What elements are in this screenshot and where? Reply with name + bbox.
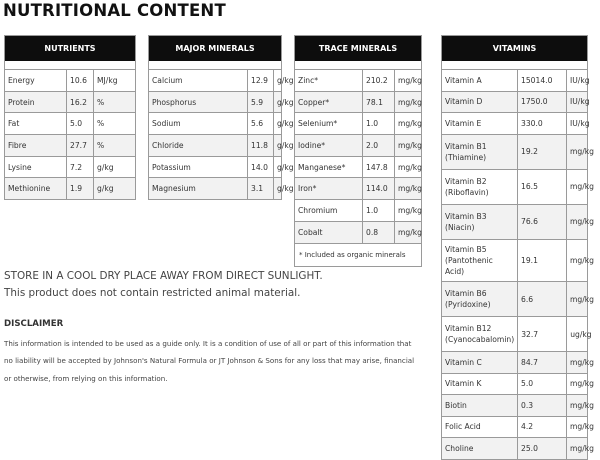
table-row — [149, 92, 294, 114]
cell-value: 6.6 — [518, 282, 567, 316]
cell-unit: mg/kg — [398, 97, 422, 107]
footnote: * Included as organic minerals — [295, 243, 421, 266]
cell-name: Lysine — [5, 157, 67, 178]
table-header: VITAMINS — [442, 36, 587, 61]
cell-name: Chloride — [149, 135, 248, 156]
cell-unit: MJ/kg — [97, 75, 118, 85]
cell-unit: g/kg — [277, 119, 294, 129]
cell-name: Vitamin B1 (Thiamine) — [442, 135, 518, 169]
cell-name: Copper* — [295, 92, 363, 113]
storage-instructions — [4, 268, 323, 302]
table-row — [295, 222, 421, 243]
storage-line-1: STORE IN A COOL DRY PLACE AWAY FROM DIRECT SUNLIGHT. — [4, 270, 323, 282]
cell-value: 1.0 — [363, 113, 395, 134]
cell-unit: % — [97, 140, 105, 150]
cell-name: Calcium — [149, 70, 248, 91]
cell-unit: IU/kg — [570, 118, 590, 128]
cell-name: Chromium — [295, 200, 363, 221]
cell-value: 7.2 — [67, 157, 94, 178]
cell-name: Zinc* — [295, 70, 363, 91]
cell-name: Folic Acid — [442, 417, 518, 438]
table-header: MAJOR MINERALS — [149, 36, 281, 61]
cell-unit: mg/kg — [570, 443, 594, 453]
cell-name: Vitamin K — [442, 374, 518, 395]
cell-value: 5.6 — [248, 113, 274, 134]
table-row — [442, 352, 594, 374]
cell-unit: mg/kg — [570, 400, 594, 410]
cell-name: Vitamin D — [442, 92, 518, 113]
cell-unit: % — [97, 97, 105, 107]
cell-name: Iodine* — [295, 135, 363, 156]
cell-unit: mg/kg — [570, 147, 594, 156]
cell-name: Sodium — [149, 113, 248, 134]
cell-name: Cobalt — [295, 222, 363, 243]
storage-line-2: This product does not contain restricted animal material. — [4, 287, 301, 299]
cell-value: 78.1 — [363, 92, 395, 113]
table-row — [442, 317, 592, 352]
cell-unit: IU/kg — [570, 97, 590, 107]
table-row — [442, 438, 594, 459]
table-row — [295, 178, 421, 200]
cell-value: 16.2 — [67, 92, 94, 113]
cell-name: Vitamin B5 (Pantothenic Acid) — [442, 240, 518, 282]
cell-value: 19.2 — [518, 135, 567, 169]
cell-value: 210.2 — [363, 70, 395, 91]
cell-value: 14.0 — [248, 157, 274, 178]
cell-name: Vitamin A — [442, 70, 518, 91]
cell-value: 16.5 — [518, 170, 567, 204]
cell-unit: mg/kg — [398, 162, 422, 172]
nutrients-table — [4, 35, 136, 200]
table-row — [295, 113, 421, 135]
cell-name: Energy — [5, 70, 67, 91]
cell-value: 0.3 — [518, 395, 567, 416]
table-row — [442, 92, 590, 114]
cell-unit: mg/kg — [398, 184, 422, 194]
cell-name: Choline — [442, 438, 518, 459]
table-row — [295, 70, 421, 92]
cell-value: 4.2 — [518, 417, 567, 438]
cell-value: 330.0 — [518, 113, 567, 134]
disclaimer-text: This information is intended to be used as a guide only. It is a condition of use of all or part of this information that no liability will be accepted by Johnson's Natural Formula or JT Johnson & Sons for any loss that may arise, financial or otherwise, from relying on this information. — [4, 339, 415, 383]
cell-name: Selenium* — [295, 113, 363, 134]
cell-unit: g/kg — [97, 184, 114, 194]
cell-name: Fat — [5, 113, 67, 134]
cell-unit: mg/kg — [398, 119, 422, 129]
cell-name: Vitamin B3 (Niacin) — [442, 205, 518, 239]
table-row — [442, 282, 594, 317]
cell-value: 0.8 — [363, 222, 395, 243]
cell-name: Manganese* — [295, 157, 363, 178]
cell-name: Fibre — [5, 135, 67, 156]
cell-value: 1750.0 — [518, 92, 567, 113]
table-row — [442, 417, 594, 439]
cell-unit: g/kg — [277, 140, 294, 150]
table-row — [442, 170, 594, 205]
table-row — [442, 395, 594, 417]
vitamins-table — [441, 35, 594, 460]
cell-value: 11.8 — [248, 135, 274, 156]
cell-name: Methionine — [5, 178, 67, 199]
cell-name: Potassium — [149, 157, 248, 178]
cell-value: 15014.0 — [518, 70, 567, 91]
table-row — [5, 135, 135, 157]
cell-unit: mg/kg — [570, 422, 594, 432]
cell-name: Biotin — [442, 395, 518, 416]
cell-value: 5.9 — [248, 92, 274, 113]
cell-value: 12.9 — [248, 70, 274, 91]
table-row — [5, 157, 135, 179]
table-row — [295, 135, 421, 157]
cell-value: 5.0 — [67, 113, 94, 134]
table-row — [149, 178, 294, 199]
table-row — [442, 374, 594, 396]
cell-value: 32.7 — [518, 317, 567, 351]
trace-minerals-table — [294, 35, 422, 267]
table-row — [442, 113, 590, 135]
cell-name: Protein — [5, 92, 67, 113]
table-row — [149, 157, 294, 179]
cell-name: Phosphorus — [149, 92, 248, 113]
cell-value: 10.6 — [67, 70, 94, 91]
cell-unit: g/kg — [277, 75, 294, 85]
cell-unit: mg/kg — [398, 140, 422, 150]
cell-unit: mg/kg — [570, 379, 594, 389]
table-row — [5, 113, 135, 135]
cell-value: 114.0 — [363, 178, 395, 199]
cell-value: 2.0 — [363, 135, 395, 156]
cell-value: 147.8 — [363, 157, 395, 178]
cell-name: Vitamin E — [442, 113, 518, 134]
cell-unit: g/kg — [277, 184, 294, 194]
table-row — [442, 205, 594, 240]
cell-value: 1.0 — [363, 200, 395, 221]
major-minerals-table — [148, 35, 294, 200]
table-row — [295, 157, 421, 179]
cell-unit: mg/kg — [398, 205, 422, 215]
cell-unit: mg/kg — [570, 217, 594, 226]
table-row — [149, 113, 294, 135]
cell-unit: IU/kg — [570, 75, 590, 85]
cell-unit: % — [97, 119, 105, 129]
cell-value: 19.1 — [518, 240, 567, 282]
table-row — [149, 135, 294, 157]
table-row — [149, 70, 294, 92]
cell-value: 27.7 — [67, 135, 94, 156]
table-row — [5, 92, 135, 114]
cell-unit: mg/kg — [398, 227, 422, 237]
cell-name: Iron* — [295, 178, 363, 199]
cell-unit: mg/kg — [570, 357, 594, 367]
cell-name: Vitamin B12 (Cyanocabalomin) — [442, 317, 518, 351]
cell-value: 84.7 — [518, 352, 567, 373]
cell-name: Vitamin B2 (Riboflavin) — [442, 170, 518, 204]
cell-value: 5.0 — [518, 374, 567, 395]
table-row — [295, 92, 421, 114]
table-header: NUTRIENTS — [5, 36, 135, 61]
cell-name: Vitamin B6 (Pyridoxine) — [442, 282, 518, 316]
cell-unit: mg/kg — [570, 255, 594, 265]
cell-unit: g/kg — [277, 97, 294, 107]
cell-name: Magnesium — [149, 178, 248, 199]
cell-unit: mg/kg — [570, 182, 594, 191]
table-row — [442, 240, 594, 283]
table-row — [295, 200, 421, 222]
cell-value: 76.6 — [518, 205, 567, 239]
cell-unit: ug/kg — [570, 329, 592, 339]
cell-value: 25.0 — [518, 438, 567, 459]
cell-name: Vitamin C — [442, 352, 518, 373]
table-row — [442, 70, 590, 92]
cell-unit: mg/kg — [398, 75, 422, 85]
page-title: NUTRITIONAL CONTENT — [3, 1, 226, 20]
disclaimer-title: DISCLAIMER — [4, 319, 64, 329]
cell-value: 1.9 — [67, 178, 94, 199]
cell-unit: mg/kg — [570, 294, 594, 304]
table-header: TRACE MINERALS — [295, 36, 421, 61]
table-row — [5, 178, 135, 199]
cell-unit: g/kg — [97, 162, 114, 172]
table-row — [5, 70, 135, 92]
cell-value: 3.1 — [248, 178, 274, 199]
cell-unit: g/kg — [277, 162, 294, 172]
table-row — [442, 135, 594, 170]
